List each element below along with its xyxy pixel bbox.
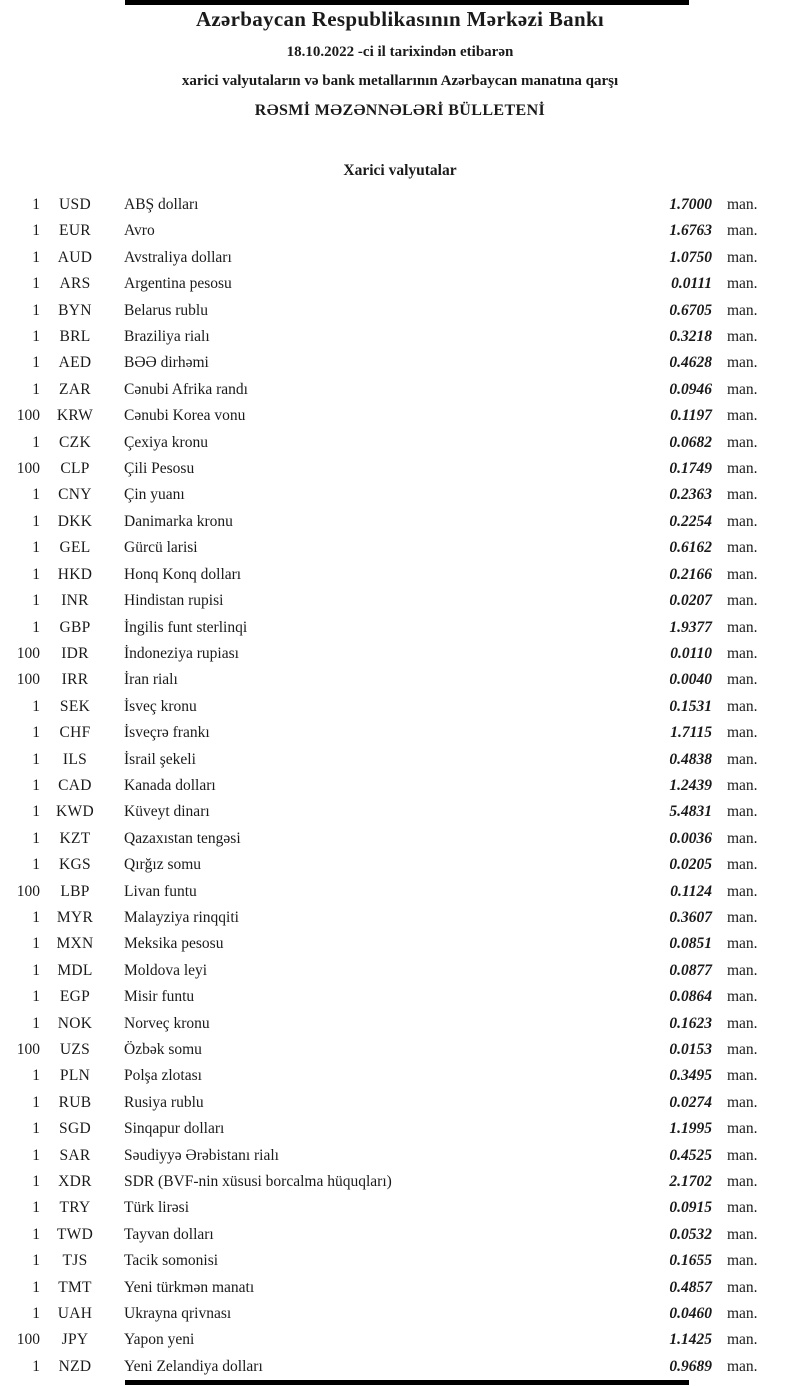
currency-quantity: 1: [32, 618, 40, 636]
currency-name: Tacik somonisi: [124, 1252, 219, 1270]
rate-row: [0, 694, 768, 720]
rate-row: [0, 799, 768, 825]
currency-name: Kanada dolları: [124, 776, 216, 794]
currency-code: ZAR: [59, 380, 91, 398]
unit-label: man.: [727, 882, 758, 900]
rate-value: 0.0207: [669, 592, 712, 610]
rate-row: [0, 403, 768, 429]
currency-code: TWD: [56, 1225, 94, 1243]
currency-name: Özbək somu: [124, 1041, 202, 1058]
currency-code: SGD: [59, 1120, 91, 1138]
unit-label: man.: [727, 644, 758, 662]
rate-value: 1.6763: [669, 222, 712, 240]
rate-row: [0, 958, 768, 984]
currency-code: GEL: [59, 539, 91, 557]
currency-code: AUD: [57, 248, 93, 266]
currency-name: İsveçrə frankı: [124, 724, 210, 742]
currency-quantity: 100: [16, 460, 40, 478]
unit-label: man.: [727, 328, 758, 346]
currency-code: AED: [58, 354, 92, 372]
currency-quantity: 1: [32, 301, 40, 319]
rate-row: [0, 271, 768, 297]
currency-code: RUB: [58, 1093, 92, 1111]
rate-row: [0, 931, 768, 957]
rate-value: 1.9377: [669, 618, 712, 636]
page-top-border: [125, 0, 689, 5]
rate-row: [0, 879, 768, 905]
currency-code: MXN: [56, 935, 94, 953]
currency-code: BRL: [59, 328, 91, 346]
unit-label: man.: [727, 856, 758, 874]
bulletin-name: RƏSMİ MƏZƏNNƏLƏRİ BÜLLETENİ: [254, 102, 546, 119]
rate-value: 0.2363: [669, 486, 712, 504]
currency-name: Yeni türkmən manatı: [124, 1278, 255, 1296]
unit-label: man.: [727, 961, 758, 979]
currency-name: Hindistan rupisi: [124, 592, 224, 610]
rate-value: 0.0110: [670, 644, 712, 662]
rate-value: 1.2439: [669, 776, 712, 794]
rate-row: [0, 905, 768, 931]
currency-quantity: 1: [32, 961, 40, 979]
rate-value: 0.0205: [669, 856, 712, 874]
effective-date-line: 18.10.2022 -ci il tarixindən etibarən: [286, 44, 514, 60]
currency-quantity: 1: [32, 1199, 40, 1217]
rate-row: [0, 535, 768, 561]
currency-name: Avstraliya dolları: [124, 248, 232, 266]
rate-row: [0, 1037, 768, 1063]
currency-name: İndoneziya rupiası: [124, 644, 239, 662]
unit-label: man.: [727, 988, 758, 1006]
unit-label: man.: [727, 486, 758, 504]
rate-row: [0, 456, 768, 482]
unit-label: man.: [727, 618, 758, 636]
unit-label: man.: [727, 1305, 758, 1323]
currency-name: Moldova leyi: [124, 961, 208, 979]
description-line: xarici valyutaların və bank metallarının Azərbaycan manatına qarşı: [181, 73, 619, 89]
currency-name: Danimarka kronu: [124, 512, 233, 530]
currency-quantity: 1: [32, 1173, 40, 1191]
rate-value: 0.2166: [669, 565, 712, 583]
currency-quantity: 1: [32, 328, 40, 346]
currency-quantity: 1: [32, 988, 40, 1006]
section-title-foreign-currencies: Xarici valyutalar: [343, 162, 457, 179]
rate-row: [0, 1248, 768, 1274]
rate-value: 0.0532: [669, 1225, 712, 1243]
currency-name: Honq Konq dolları: [124, 565, 242, 583]
currency-code: CHF: [59, 724, 91, 742]
rate-row: [0, 1090, 768, 1116]
rate-value: 0.0682: [669, 433, 712, 451]
rate-row: [0, 298, 768, 324]
rate-row: [0, 192, 768, 218]
unit-label: man.: [727, 1014, 758, 1032]
rate-value: 0.0153: [669, 1041, 712, 1058]
unit-label: man.: [727, 592, 758, 610]
currency-quantity: 1: [32, 1014, 40, 1032]
rate-value: 0.0036: [669, 829, 712, 847]
rate-value: 0.1749: [669, 460, 712, 478]
rate-value: 0.3607: [669, 908, 712, 926]
unit-label: man.: [727, 407, 758, 425]
unit-label: man.: [727, 1252, 758, 1270]
rate-value: 1.0750: [669, 248, 712, 266]
unit-label: man.: [727, 803, 758, 821]
currency-quantity: 1: [32, 803, 40, 821]
rate-row: [0, 588, 768, 614]
currency-name: Türk lirəsi: [124, 1199, 189, 1217]
rate-value: 2.1702: [669, 1173, 712, 1191]
unit-label: man.: [727, 1278, 758, 1296]
currency-name: Misir funtu: [124, 988, 195, 1006]
currency-quantity: 1: [32, 724, 40, 742]
unit-label: man.: [727, 196, 758, 213]
currency-code: KRW: [56, 407, 94, 425]
rate-value: 0.6705: [669, 301, 712, 319]
currency-code: EGP: [59, 988, 91, 1006]
currency-code: USD: [59, 196, 91, 213]
currency-quantity: 1: [32, 1357, 40, 1375]
unit-label: man.: [727, 1199, 758, 1217]
rate-row: [0, 1354, 768, 1380]
unit-label: man.: [727, 275, 758, 293]
currency-quantity: 1: [32, 539, 40, 557]
currency-name: Belarus rublu: [124, 301, 208, 319]
currency-code: UZS: [59, 1041, 91, 1058]
currency-quantity: 1: [32, 248, 40, 266]
currency-quantity: 1: [32, 1146, 40, 1164]
rate-value: 1.1995: [669, 1120, 712, 1138]
rate-row: [0, 1011, 768, 1037]
rate-row: [0, 1063, 768, 1089]
currency-quantity: 1: [32, 1120, 40, 1138]
rate-row: [0, 984, 768, 1010]
rate-value: 0.0864: [669, 988, 712, 1006]
currency-name: Rusiya rublu: [124, 1093, 204, 1111]
rate-value: 0.0040: [669, 671, 712, 689]
currency-quantity: 100: [16, 882, 40, 900]
currency-quantity: 1: [32, 196, 40, 213]
currency-code: BYN: [58, 301, 92, 319]
currency-quantity: 1: [32, 512, 40, 530]
rate-row: [0, 667, 768, 693]
currency-code: CZK: [59, 433, 91, 451]
rate-value: 0.1197: [670, 407, 712, 425]
currency-name: BƏƏ dirhəmi: [124, 354, 209, 372]
rate-row: [0, 720, 768, 746]
rate-value: 0.4628: [669, 354, 712, 372]
rate-row: [0, 562, 768, 588]
currency-quantity: 1: [32, 222, 40, 240]
unit-label: man.: [727, 1120, 758, 1138]
currency-name: Çin yuanı: [124, 486, 185, 504]
currency-quantity: 1: [32, 433, 40, 451]
unit-label: man.: [727, 1331, 758, 1349]
currency-quantity: 1: [32, 935, 40, 953]
currency-name: Avro: [124, 222, 155, 240]
currency-code: KGS: [59, 856, 91, 874]
rate-value: 0.9689: [669, 1357, 712, 1375]
rate-value: 0.3218: [669, 328, 712, 346]
currency-quantity: 1: [32, 697, 40, 715]
currency-quantity: 100: [16, 1041, 40, 1058]
unit-label: man.: [727, 750, 758, 768]
rate-value: 0.2254: [669, 512, 712, 530]
rate-row: [0, 1327, 768, 1353]
rate-row: [0, 377, 768, 403]
currency-quantity: 100: [16, 644, 40, 662]
unit-label: man.: [727, 380, 758, 398]
currency-quantity: 1: [32, 856, 40, 874]
rate-row: [0, 324, 768, 350]
rate-row: [0, 482, 768, 508]
currency-quantity: 1: [32, 565, 40, 583]
currency-code: SAR: [59, 1146, 91, 1164]
unit-label: man.: [727, 460, 758, 478]
currency-quantity: 1: [32, 380, 40, 398]
rate-value: 0.0460: [669, 1305, 712, 1323]
bulletin-header: [0, 0, 800, 120]
currency-code: EUR: [59, 222, 91, 240]
unit-label: man.: [727, 301, 758, 319]
currency-code: IRR: [61, 671, 89, 689]
unit-label: man.: [727, 222, 758, 240]
rate-row: [0, 747, 768, 773]
currency-code: ILS: [62, 750, 88, 768]
currency-name: Malayziya rinqqiti: [124, 908, 239, 926]
currency-name: Tayvan dolları: [124, 1225, 214, 1243]
rate-row: [0, 1301, 768, 1327]
currency-code: PLN: [59, 1067, 91, 1085]
rate-value: 0.1623: [669, 1014, 712, 1032]
rate-row: [0, 218, 768, 244]
currency-quantity: 1: [32, 829, 40, 847]
currency-quantity: 1: [32, 275, 40, 293]
currency-name: Qırğız somu: [124, 856, 202, 874]
currency-quantity: 1: [32, 1067, 40, 1085]
currency-quantity: 1: [32, 592, 40, 610]
rate-value: 0.0877: [669, 961, 712, 979]
currency-name: SDR (BVF-nin xüsusi borcalma hüquqları): [124, 1173, 392, 1191]
currency-quantity: 1: [32, 750, 40, 768]
currency-name: Argentina pesosu: [124, 275, 232, 293]
rate-row: [0, 1169, 768, 1195]
rate-value: 0.0111: [671, 275, 712, 293]
unit-label: man.: [727, 354, 758, 372]
currency-name: Livan funtu: [124, 882, 197, 900]
currency-name: İngilis funt sterlinqi: [124, 618, 248, 636]
currency-name: Braziliya rialı: [124, 328, 210, 346]
currency-code: NOK: [57, 1014, 93, 1032]
currency-quantity: 1: [32, 1278, 40, 1296]
currency-quantity: 1: [32, 1093, 40, 1111]
currency-name: Küveyt dinarı: [124, 803, 210, 821]
currency-quantity: 100: [16, 1331, 40, 1349]
rate-row: [0, 245, 768, 271]
currency-quantity: 1: [32, 1305, 40, 1323]
rate-value: 0.1655: [669, 1252, 712, 1270]
currency-code: JPY: [61, 1331, 89, 1349]
currency-name: Cənubi Korea vonu: [124, 407, 246, 425]
rate-value: 0.1531: [669, 697, 712, 715]
unit-label: man.: [727, 829, 758, 847]
currency-code: KWD: [56, 803, 94, 821]
currency-code: DKK: [57, 512, 93, 530]
unit-label: man.: [727, 776, 758, 794]
currency-name: Cənubi Afrika randı: [124, 380, 248, 398]
rate-row: [0, 773, 768, 799]
rate-row: [0, 615, 768, 641]
unit-label: man.: [727, 908, 758, 926]
currency-code: IDR: [61, 644, 89, 662]
rate-row: [0, 641, 768, 667]
currency-name: Səudiyyə Ərəbistanı rialı: [124, 1146, 279, 1164]
currency-name: İsveç kronu: [124, 697, 197, 715]
rate-value: 1.7115: [670, 724, 712, 742]
currency-code: TJS: [62, 1252, 88, 1270]
unit-label: man.: [727, 1067, 758, 1085]
unit-label: man.: [727, 1173, 758, 1191]
rate-value: 1.1425: [669, 1331, 712, 1349]
currency-quantity: 1: [32, 486, 40, 504]
currency-code: MDL: [57, 961, 93, 979]
currency-name: Norveç kronu: [124, 1014, 210, 1032]
currency-name: Ukrayna qrivnası: [124, 1305, 232, 1323]
rate-value: 0.3495: [669, 1067, 712, 1085]
currency-name: Yapon yeni: [124, 1331, 195, 1349]
unit-label: man.: [727, 1041, 758, 1058]
currency-quantity: 1: [32, 1252, 40, 1270]
currency-name: İsrail şekeli: [124, 750, 196, 768]
unit-label: man.: [727, 433, 758, 451]
currency-code: GBP: [59, 618, 91, 636]
currency-code: TMT: [58, 1278, 92, 1296]
currency-name: Yeni Zelandiya dolları: [124, 1357, 263, 1375]
currency-code: XDR: [58, 1173, 92, 1191]
unit-label: man.: [727, 724, 758, 742]
currency-quantity: 100: [16, 407, 40, 425]
rate-row: [0, 1143, 768, 1169]
currency-code: MYR: [56, 908, 94, 926]
unit-label: man.: [727, 539, 758, 557]
unit-label: man.: [727, 565, 758, 583]
currency-name: Çili Pesosu: [124, 460, 195, 478]
unit-label: man.: [727, 697, 758, 715]
currency-name: Gürcü larisi: [124, 539, 198, 557]
currency-code: TRY: [59, 1199, 91, 1217]
currency-code: ARS: [59, 275, 91, 293]
rate-row: [0, 1275, 768, 1301]
page-bottom-border: [125, 1380, 689, 1385]
unit-label: man.: [727, 512, 758, 530]
currency-quantity: 1: [32, 1225, 40, 1243]
currency-code: KZT: [59, 829, 91, 847]
rate-row: [0, 509, 768, 535]
currency-name: Qazaxıstan tengəsi: [124, 829, 241, 847]
currency-name: ABŞ dolları: [124, 196, 199, 213]
currency-code: CNY: [58, 486, 92, 504]
unit-label: man.: [727, 248, 758, 266]
unit-label: man.: [727, 935, 758, 953]
rate-row: [0, 852, 768, 878]
currency-name: İran rialı: [124, 671, 178, 689]
currency-code: CLP: [60, 460, 90, 478]
rate-row: [0, 350, 768, 376]
rate-value: 0.6162: [669, 539, 712, 557]
rate-value: 0.1124: [670, 882, 712, 900]
currency-quantity: 1: [32, 908, 40, 926]
unit-label: man.: [727, 1093, 758, 1111]
rate-row: [0, 1195, 768, 1221]
rates-table: [0, 192, 800, 1380]
currency-quantity: 1: [32, 354, 40, 372]
currency-code: INR: [61, 592, 89, 610]
rate-value: 0.4525: [669, 1146, 712, 1164]
rate-value: 0.0946: [669, 380, 712, 398]
rate-value: 1.7000: [669, 196, 712, 213]
rate-value: 0.0915: [669, 1199, 712, 1217]
unit-label: man.: [727, 1225, 758, 1243]
rate-row: [0, 826, 768, 852]
rate-row: [0, 430, 768, 456]
currency-name: Sinqapur dolları: [124, 1120, 225, 1138]
currency-name: Çexiya kronu: [124, 433, 208, 451]
rate-value: 0.4857: [669, 1278, 712, 1296]
rate-row: [0, 1222, 768, 1248]
currency-code: LBP: [60, 882, 90, 900]
currency-quantity: 100: [16, 671, 40, 689]
currency-code: CAD: [58, 776, 92, 794]
unit-label: man.: [727, 1357, 758, 1375]
currency-name: Meksika pesosu: [124, 935, 224, 953]
rate-value: 0.0274: [669, 1093, 712, 1111]
unit-label: man.: [727, 671, 758, 689]
currency-quantity: 1: [32, 776, 40, 794]
rate-value: 5.4831: [669, 803, 712, 821]
currency-name: Polşa zlotası: [124, 1067, 202, 1085]
currency-code: NZD: [58, 1357, 92, 1375]
currency-code: HKD: [57, 565, 93, 583]
unit-label: man.: [727, 1146, 758, 1164]
rate-value: 0.4838: [669, 750, 712, 768]
bank-title: Azərbaycan Respublikasının Mərkəzi Bankı: [195, 7, 605, 31]
currency-code: SEK: [59, 697, 91, 715]
rate-value: 0.0851: [669, 935, 712, 953]
currency-code: UAH: [57, 1305, 93, 1323]
rate-row: [0, 1116, 768, 1142]
